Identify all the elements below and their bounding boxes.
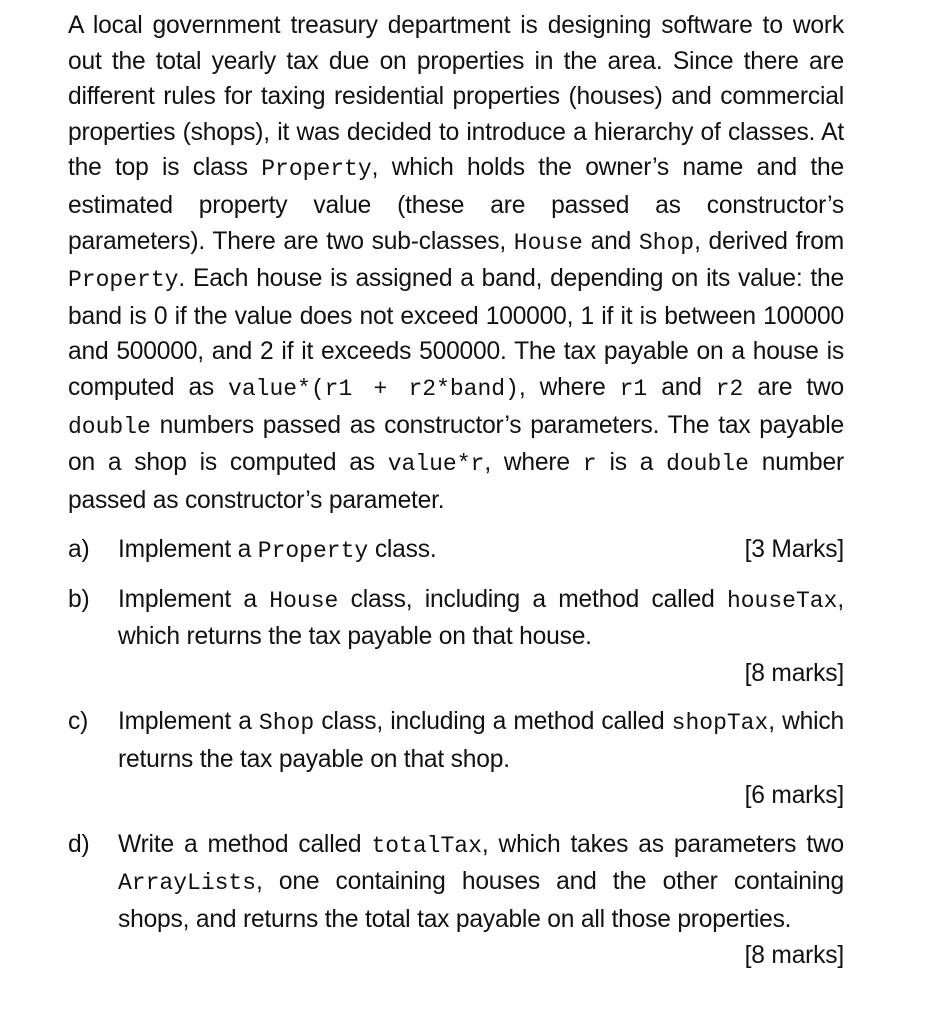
question-parts <box>68 532 845 970</box>
part-label: d) <box>68 830 90 858</box>
marks-label: [3 Marks] <box>744 536 844 564</box>
code-shop: Shop <box>258 710 315 737</box>
code-house: House <box>513 229 583 256</box>
intro-text: . Each house is assigned a band, depending on its value: the band is 0 if the value does not exceed 100000, 1 if it is between 100000 and 500000, and 2 if it exceeds 500000. The tax payable on a house is computed as <box>68 265 844 401</box>
part-text: class. <box>368 536 437 564</box>
part-label: c) <box>68 708 89 736</box>
code-property: Property <box>68 267 179 294</box>
part-text: class, including a method called <box>314 708 672 736</box>
intro-text: is a <box>596 449 667 477</box>
part-text: Implement a <box>118 708 259 736</box>
code-r: r <box>582 451 597 478</box>
code-r1: r1 <box>619 375 648 402</box>
code-shop-tax-formula: value*r <box>387 451 485 478</box>
part-a <box>68 532 844 570</box>
intro-text: , where <box>518 373 620 401</box>
code-total-tax: totalTax <box>371 832 482 859</box>
code-r2: r2 <box>715 375 744 402</box>
part-b <box>68 582 844 693</box>
part-text: Implement a <box>118 585 270 613</box>
intro-text: number passed as constructor’s parameter. <box>68 449 844 514</box>
code-shop-tax: shopTax <box>671 710 769 737</box>
intro-text: are two <box>743 373 844 401</box>
code-double: double <box>666 451 749 478</box>
part-text: , which returns the tax payable on that house. <box>118 585 845 651</box>
code-arraylists: ArrayLists <box>118 870 257 897</box>
intro-text: numbers passed as constructor’s parameters. The tax payable on a shop is computed as <box>68 411 844 477</box>
part-c <box>68 704 844 815</box>
code-house: House <box>269 587 339 614</box>
part-text: , which takes as parameters two <box>481 830 844 858</box>
intro-text: and <box>582 227 639 255</box>
question-document <box>68 8 844 975</box>
part-text: class, including a method called <box>338 585 727 613</box>
intro-text: and <box>647 373 716 401</box>
code-house-tax-formula: value*(r1 + r2*band) <box>228 375 519 402</box>
marks-label: [8 marks] <box>744 942 844 970</box>
intro-text: , derived from <box>694 227 844 255</box>
marks-label: [8 marks] <box>744 659 844 687</box>
part-label: b) <box>68 585 90 613</box>
part-text: , which returns the tax payable on that shop. <box>118 708 844 773</box>
part-text: , one containing houses and the other containing shops, and returns the total tax payable on all those properties. <box>118 868 844 933</box>
intro-text: , where <box>484 449 583 477</box>
marks-label: [6 marks] <box>744 782 844 810</box>
code-house-tax: houseTax <box>726 587 838 614</box>
part-text: Write a method called <box>118 830 372 858</box>
code-shop: Shop <box>638 229 695 256</box>
part-label: a) <box>68 536 90 564</box>
code-property: Property <box>261 156 372 183</box>
intro-text: , which holds the owner’s name and the estimated property value (these are passed as constructor’s parameters). There are two sub-classes, <box>68 154 844 255</box>
code-double: double <box>68 413 151 440</box>
part-text: Implement a <box>118 536 258 564</box>
intro-text: A local government treasury department is designing software to work out the total yearly tax due on properties in the area. Since there are different rules for taxing residential properties (houses) and commercial properties (shops), it was decided to introduce a hierarchy of classes. At the top is class <box>68 12 844 182</box>
part-d <box>68 827 844 970</box>
code-property: Property <box>257 538 369 565</box>
intro-paragraph <box>68 8 844 518</box>
